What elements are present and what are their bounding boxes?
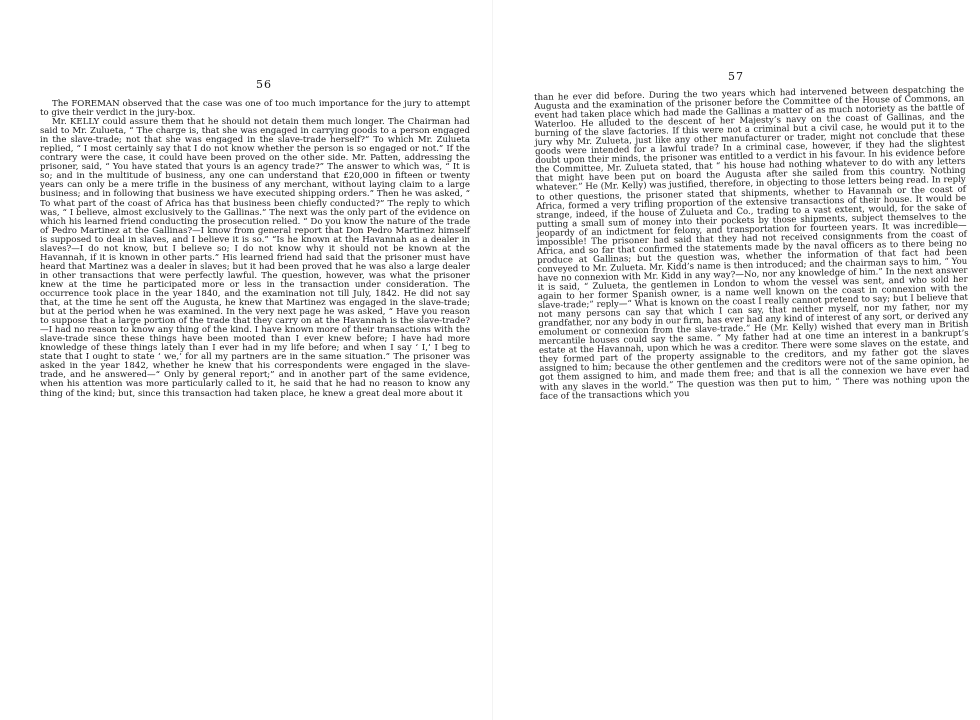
page-number: 56 xyxy=(256,78,272,91)
left-page xyxy=(40,0,488,720)
left-page-body xyxy=(40,100,470,399)
book-gutter xyxy=(492,0,493,720)
paragraph: The FOREMAN observed that the case was one of too much importance for the jury to attempt to give their verdict in the jury-box. xyxy=(40,99,470,119)
paragraph: Mr. KELLY could assure them that he should not detain them much longer. The Chairman had said to Mr. Zulueta, “ The charge is, that she was engaged in carrying goods to a person engaged in the slave-trade; not that she was engaged in the slave-trade herself?” To which Mr. Zulueta replied, “ I most certainly say that I do not know whether the person is so engaged or not.” If the contrary were the case, it could have been proved on the other side. Mr. Patten, addressing the prisoner, said, “ You have stated that yours is an agency trade?” The answer to which was, “ It is so; and in the multitude of business, any one can understand that £20,000 in fifteen or twenty years can only be a mere trifle in the business of any merchant, without laying claim to a large business; and in following that business we have executed shipping orders.” Then he was asked, “ To what part of the coast of Africa has that business been chiefly conducted?” The reply to which was, “ I believe, almost exclusively to the Gallinas.” The next was the only part of the evidence on which his learned friend conducting the prosecution relied. “ Do you know the nature of the trade of Pedro Martinez at the Gallinas?—I know from general report that Don Pedro Martinez himself is supposed to deal in slaves, and I believe it is so.” “Is he known at the Havannah as a dealer in slaves?—I do not know, but I believe so; I do not know why it should not be known at the Havannah, if it is known in other parts.” His learned friend had said that the prisoner must have heard that Martinez was a dealer in slaves; but it had been proved that he was also a large dealer in other transactions that were perfectly lawful. The question, however, was what the prisoner knew at the time he participated more or less in the transaction under consideration. The occurrence took place in the year 1840, and the examination not till July, 1842. He did not say that, at the time he sent off the Augusta, he knew that Martinez was engaged in the slave-trade; but at the period when he was examined. In the very next page he was asked, “ Have you reason to suppose that a large portion of the trade that they carry on at the Havannah is the slave-trade?—I had no reason to know any thing of the kind. I have known more of their transactions with the slave-trade since these things have been mooted than I ever knew before; I have had more knowledge of these things lately than I ever had in my life before; and when I say ‘ I,’ I beg to state that I ought to state ‘ we,’ for all my partners are in the same situation.” The prisoner was asked in the year 1842, whether he knew that his correspondents were engaged in the slave-trade, and he answered—“ Only by general report;” and in another part of the same evidence, when his attention was more particularly called to it, he said that he had no reason to know any thing of the kind; but, since this transaction had taken place, he knew a great deal more about it xyxy=(40,117,470,399)
page-number: 57 xyxy=(728,70,744,83)
paragraph: than he ever did before. During the two years which had intervened between despatching the Augusta and the examination of the prisoner before the Committee of the House of Commons, an event had taken place which had made the Gallinas a matter of as much notoriety as the battle of Waterloo. He alluded to the descent of her Majesty’s navy on the coast of Gallinas, and the burning of the slave factories. If this were not a criminal but a civil case, he would put it to the jury why Mr. Zulueta, just like any other manufacturer or trader, might not conclude that these goods were intended for a lawful trade? In a criminal case, however, if they had the slightest doubt upon their minds, the prisoner was entitled to a verdict in his favour. In his evidence before the Committee, Mr. Zulueta stated, that “ his house had nothing whatever to do with any letters that might have been put on board the Augusta after she sailed from this country. Nothing whatever.” He (Mr. Kelly) was justified, therefore, in objecting to those letters being read. In reply to other questions, the prisoner stated that shipments, whether to Havannah or the coast of Africa, formed a very trifling proportion of the extensive transactions of their house. It would be strange, indeed, if the house of Zulueta and Co., trading to a vast extent, would, for the sake of putting a small sum of money into their pockets by those shipments, subject themselves to the jeopardy of an indictment for felony, and transportation for fourteen years. It was incredible—impossible! The prisoner had said that they had not received consignments from the coast of Africa, and so far that confirmed the statements made by the naval officers as to there being no produce at Gallinas; but the question was, whether the information of that fact had been conveyed to Mr. Zulueta. Mr. Kidd’s name is then introduced; and the chairman says to him, “ You have no connexion with Mr. Kidd in any way?—No, nor any knowledge of him.” In the next answer it is said, “ Zulueta, the gentlemen in London to whom the vessel was sent, and who sold her again to her former Spanish owner, is a name well known on the coast in connexion with the slave-trade;” reply—“ What is known on the coast I really cannot pretend to say; but I believe that not many persons can say that which I can say, that neither myself, nor my father, nor my grandfather, nor any body in our firm, has ever had any kind of interest of any sort, or derived any emolument or connexion from the slave-trade.” He (Mr. Kelly) wished that every man in British mercantile houses could say the same. “ My father had at one time an interest in a bankrupt’s estate at the Havannah, upon which he was a creditor. There were some slaves on the estate, and they formed part of the property assignable to the creditors, and my father got the slaves assigned to him; because the other gentlemen and the creditors were not of the same opinion, he got them assigned to him, and made them free; and that is all the connexion we have ever had with any slaves in the world.” The question was then put to him, “ There was nothing upon the face of the transactions which you xyxy=(533,84,970,402)
right-page xyxy=(512,0,970,720)
right-page-body xyxy=(534,86,970,402)
